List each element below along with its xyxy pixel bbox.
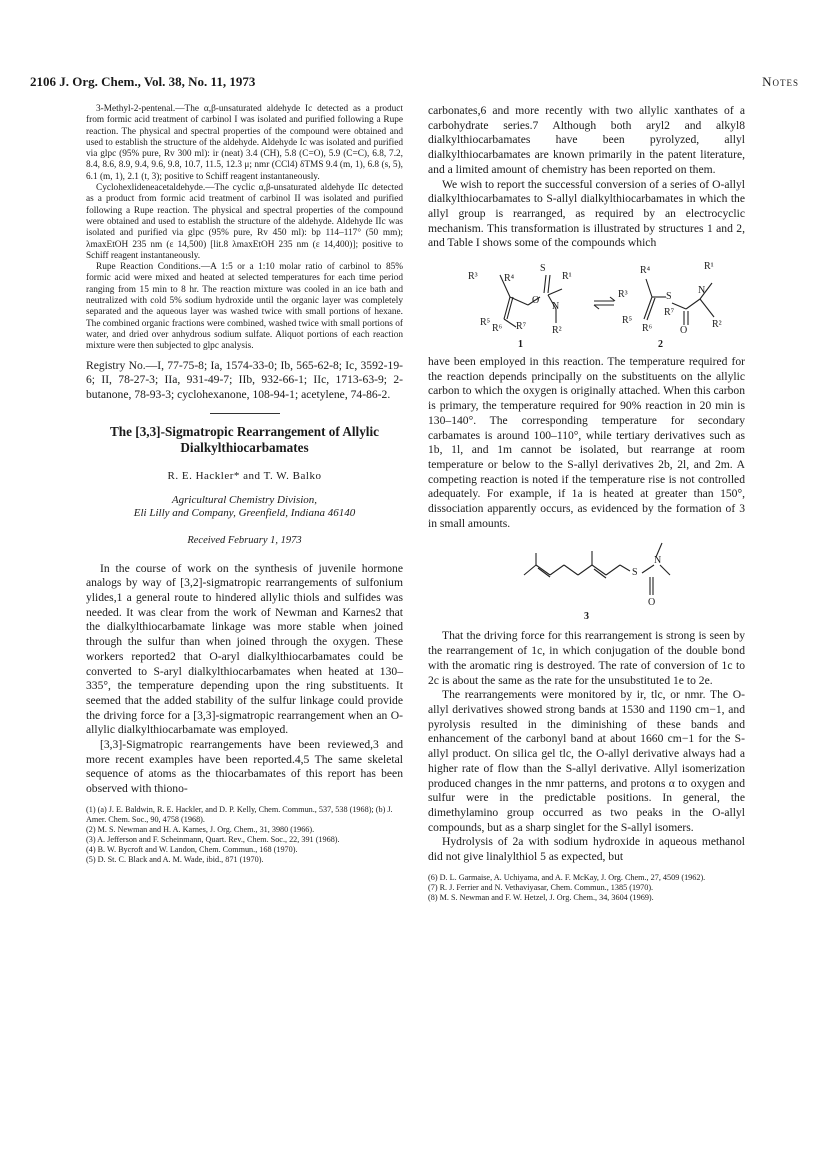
body-paragraph: have been employed in this reaction. The temperature required for the reaction depends principally on the substituents on the allylic carbon to which the oxygen is originally attached. When this carbon is primary, the temperature required for 90% reaction in 20 min is 130–140°. The corresponding temperature for secondary carbamates is around 100–110°, while tertiary derivatives such as 1b, 1l, and 1m cannot be isolated, but rearrange at room temperature or below to the S-allyl derivatives 2b, 2l, and 2m. A competing reaction is noted if the temperature rise is not controlled adequately. For example, if 1a is heated at greater than 150°, dissociation apparently occurs, as evidenced by the formation of 3 in small amounts. — [428, 355, 745, 530]
exp-paragraph: Rupe Reaction Conditions.—A 1:5 or a 1:10 molar ratio of carbinol to 85% formic acid were mixed and heated at selected temperatures for each time period ranging from 15 min to 8 hr. The reaction mixture was cooled in an ice bath and neutralized with cold 5% sodium hydroxide until the organic layer was completely separated and the aqueous layer was washed twice with small portions of hexane. The combined organic fractions were combined, washed twice with small portions of water, and dried over anhydrous sodium sulfate. Aliquot portions of each reaction mixture were then subjected to glpc analysis. — [86, 262, 403, 352]
body-paragraph: [3,3]-Sigmatropic rearrangements have been reviewed,3 and more recent examples have been reported.4,5 The same skeletal sequence of atoms as the thiocarbamates of this report has been observed with thiono- — [86, 738, 403, 796]
left-column — [86, 104, 403, 865]
right-column — [428, 104, 745, 903]
footnote: (1) (a) J. E. Baldwin, R. E. Hackler, and D. P. Kelly, Chem. Commun., 537, 538 (1968); (b) J. Amer. Chem. Soc., 90, 4758 (1968). — [86, 804, 393, 824]
footnote: (2) M. S. Newman and H. A. Karnes, J. Org. Chem., 31, 3980 (1966). — [86, 824, 315, 834]
affiliation-line: Agricultural Chemistry Division, — [171, 493, 318, 506]
label-R1: R¹ — [562, 271, 572, 283]
footnote: (3) A. Jefferson and F. Scheinmann, Quart. Rev., Chem. Soc., 22, 391 (1968). — [86, 834, 340, 844]
exp-paragraph: Cyclohexlideneacetaldehyde.—The cyclic α,β-unsaturated aldehyde IIc detected as a product from formic acid treatment of carbinol II was isolated and purified following a Rupe reaction. The physical and spectral properties of the compound were obtained and used to establish the structure of the aldehyde. Aldehyde IIc was isolated and purified via glpc (95% pure, Rv 450 ml): bp 114–117° (50 mm); λmaxEtOH 235 nm (ε 14,500) [lit.8 λmaxEtOH 235 nm (ε 14,400)]; positive to Schiff reagent instantaneously. — [86, 183, 403, 261]
reaction-scheme — [428, 257, 745, 353]
article-body — [86, 562, 403, 797]
footnote: (5) D. St. C. Black and A. M. Wade, ibid., 871 (1970). — [86, 854, 264, 864]
label-O: O — [648, 597, 656, 609]
structure-3-drawing — [428, 535, 745, 623]
label-R3: R³ — [468, 271, 478, 283]
label-S: S — [632, 567, 638, 579]
body-paragraph: That the driving force for this rearrangement is strong is seen by the rearrangement of 1c, in which conjugation of the double bond with the aromatic ring is destroyed. The rate of conversion of 1c to 2c is about the same as the rate for the unsubstituted 1e to 2e. — [428, 629, 745, 687]
label-O: O — [680, 325, 688, 337]
label-N: N — [698, 285, 706, 297]
article-title: The [3,3]-Sigmatropic Rearrangement of Allylic Dialkylthiocarbamates — [110, 423, 379, 455]
footnote: (6) D. L. Garmaise, A. Uchiyama, and A. F. McKay, J. Org. Chem., 27, 4509 (1962). — [428, 872, 706, 882]
label-R4: R⁴ — [504, 273, 515, 285]
experimental-section — [86, 104, 403, 353]
registry-numbers: Registry No.—I, 77-75-8; Ia, 1574-33-0; Ib, 565-62-8; Ic, 3592-19-6; II, 78-27-3; IIa, 931-49-7; IIb, 932-66-1; IIc, 1713-63-9; 2-butanone, 78-93-3; cyclohexanone, 108-94-1; acetylene, 74-86-2. — [86, 358, 403, 401]
label-N: N — [654, 555, 662, 567]
structure-3 — [428, 535, 745, 623]
compound-number: 2 — [658, 339, 663, 351]
footnote: (8) M. S. Newman and F. W. Hetzel, J. Org. Chem., 34, 3604 (1969). — [428, 892, 654, 902]
label-S: S — [540, 263, 546, 275]
article-body-continued — [428, 355, 745, 531]
divider — [210, 413, 280, 414]
body-paragraph: We wish to report the successful conversion of a series of O-allyl dialkylthiocarbamates to S-allyl dialkylthiocarbamates in which the allyl group is rearranged, as required by an electrocyclic mechanism. This transformation is illustrated by structures 1 and 2, and Table I shows some of the compounds which — [428, 177, 745, 250]
footnote: (7) R. J. Ferrier and N. Vethaviyasar, Chem. Commun., 1385 (1970). — [428, 882, 654, 892]
affiliation — [86, 494, 403, 521]
compound-number: 1 — [518, 339, 523, 351]
body-paragraph: The rearrangements were monitored by ir, tlc, or nmr. The O-allyl derivatives showed strong bands at 1530 and 1190 cm−1, and pyrolysis resulted in the diminishing of these bands and enhancement of the carbonyl band at about 1660 cm−1 for the S-allyl product. On silica gel tlc, the O-allyl derivative always had a higher rate of flow than the S-allyl derivative. Allyl isomerization produced changes in the nmr patterns, and protons α to oxygen and sulfur were in the predictable positions. In general, the dimethylamino group occurred as two peaks in the O-allyl compounds, but as a sharp singlet for the S-allyl isomers. — [428, 688, 745, 834]
label-R7: R⁷ — [516, 321, 527, 333]
label-R7: R⁷ — [664, 307, 675, 319]
label-S: S — [666, 291, 672, 303]
label-R1: R¹ — [704, 261, 714, 273]
body-paragraph: Hydrolysis of 2a with sodium hydroxide in aqueous methanol did not give linalylthiol 5 as expected, but — [428, 835, 745, 864]
exp-paragraph: 3-Methyl-2-pentenal.—The α,β-unsaturated aldehyde Ic detected as a product from formic acid treatment of carbinol I was isolated and purified following a Rupe reaction. The physical and spectral properties of the compound were obtained and used to establish the structure of the aldehyde. Aldehyde Ic was isolated and purified via glpc (95% pure, Rv 300 ml): ir (neat) 3.4 (CH), 5.8 (C=O), 5.9 (C=C), 6.8, 7.2, 8.4, 8.6, 8.9, 9.4, 9.6, 9.8, 10.7, 11.5, 12.3 μ; nmr (CCl4) δTMS 9.4 (m, 1), 6.8 (s, 5), 6.1 (m, 1), 2.1 (t, 3); positive to Schiff reagent instantaneously. — [86, 104, 403, 182]
affiliation-line: Eli Lilly and Company, Greenfield, Indiana 46140 — [133, 507, 356, 520]
body-paragraph: In the course of work on the synthesis of juvenile hormone analogs by way of [3,2]-sigmatropic rearrangements of sulfonium ylides,1 a general route to hindered allylic thiols and sulfides was needed. It was clear from the work of Newman and Karnes2 that the dialkylthiocarbamate linkage was more stable when joined through the sulfur than when joined through the oxygen. These workers reported2 that O-aryl dialkylthiocarbamates could be converted to S-aryl dialkylthiocarbamates when heated at 130–335°, the temperature depending upon the ring substituents. It seemed that the added stability of the sulfur linkage could provide the driving force for a [3,3]-sigmatropic rearrangement when an O-allylic dialkylthiocarbamate was employed. — [86, 561, 403, 737]
label-R5: R⁵ — [480, 317, 491, 329]
footnote: (4) B. W. Bycroft and W. Landon, Chem. Commun., 168 (1970). — [86, 844, 298, 854]
label-R6: R⁶ — [492, 323, 503, 335]
label-R2: R² — [552, 325, 562, 337]
received-date: Received February 1, 1973 — [187, 534, 302, 546]
body-paragraph: carbonates,6 and more recently with two allylic xanthates of a carbohydrate series.7 Although both aryl2 and alkyl8 dialkylthiocarbamates have been pyrolyzed, allyl dialkylthiocarbamates are known primarily in the patent literature, and a limited amount of chemistry has been reported on them. — [428, 104, 745, 176]
label-O: O — [532, 295, 540, 307]
compound-number: 3 — [584, 611, 589, 623]
footnotes — [86, 805, 403, 865]
label-R6: R⁶ — [642, 323, 653, 335]
label-R5: R⁵ — [622, 315, 633, 327]
label-R3: R³ — [618, 289, 628, 301]
footnotes — [428, 873, 745, 903]
running-header: 2106 J. Org. Chem., Vol. 38, No. 11, 1973 — [30, 74, 256, 89]
article-body-continued — [428, 104, 745, 251]
section-label: Notes — [762, 74, 799, 89]
authors: R. E. Hackler* and T. W. Balko — [167, 469, 322, 482]
article-body-continued — [428, 629, 745, 864]
label-R2: R² — [712, 319, 722, 331]
label-R4: R⁴ — [640, 265, 651, 277]
page-header — [30, 74, 799, 92]
label-N: N — [552, 301, 560, 313]
